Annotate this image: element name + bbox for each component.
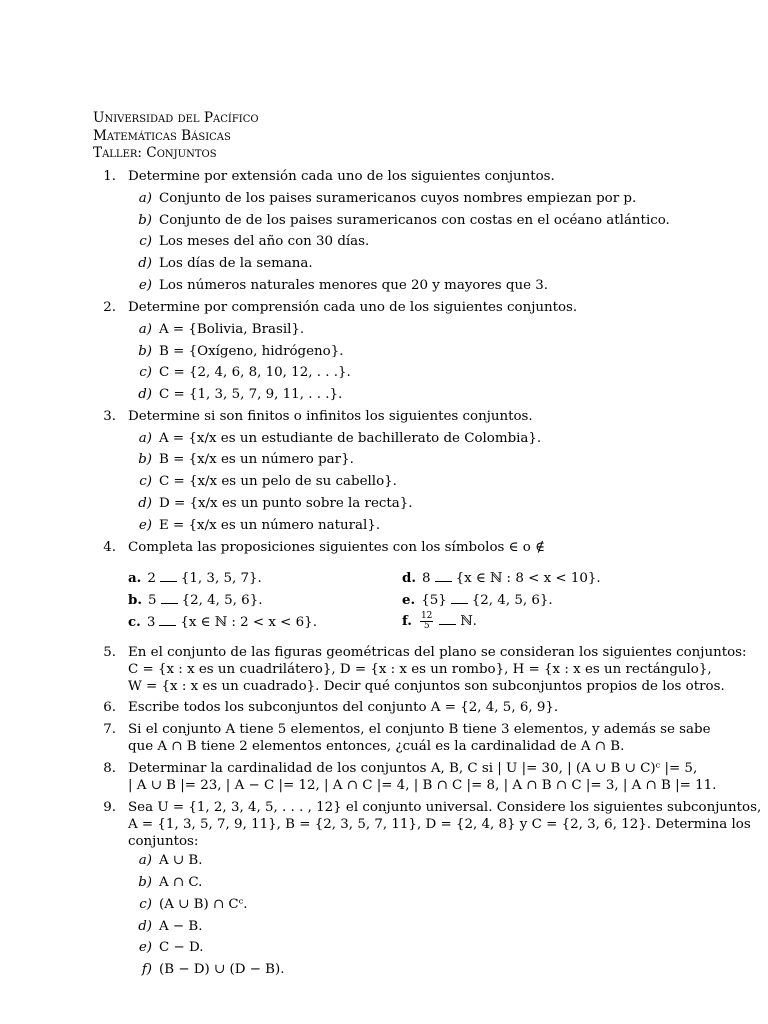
item-label: c) xyxy=(139,365,152,380)
grid-item-a: a. 2 {1, 3, 5, 7}. xyxy=(128,570,262,586)
university-name: Universidad del Pacífico xyxy=(93,110,259,126)
item-text: Los meses del año con 30 días. xyxy=(159,234,370,249)
problem-line: Sea U = {1, 2, 3, 4, 5, . . . , 12} el conjunto universal. Considere los siguientes subconjuntos, xyxy=(128,800,762,815)
item-label: c) xyxy=(139,474,152,489)
item-label: e) xyxy=(138,518,152,533)
item-text: D = {x/x es un punto sobre la recta}. xyxy=(159,496,413,511)
item-label: e) xyxy=(138,278,152,293)
problem-line: Determinar la cardinalidad de los conjuntos A, B, C si | U |= 30, | (A ∪ B ∪ C)ᶜ |= 5, xyxy=(128,761,698,776)
problem-line: W = {x : x es un cuadrado}. Decir qué conjuntos son subconjuntos propios de los otros. xyxy=(128,679,725,694)
item-text: A ∩ C. xyxy=(159,875,203,890)
problem-statement: Determine por comprensión cada uno de los siguientes conjuntos. xyxy=(128,300,578,315)
problem-line: C = {x : x es un cuadrilátero}, D = {x : x es un rombo}, H = {x : x es un rectángulo}, xyxy=(128,662,712,677)
item-text: A = {Bolivia, Brasil}. xyxy=(159,322,305,337)
item-text: A − B. xyxy=(159,919,203,934)
item-label: a) xyxy=(138,853,152,868)
item-label: e) xyxy=(138,940,152,955)
item-label: d) xyxy=(138,496,152,511)
item-label: f) xyxy=(141,962,152,977)
problem-number: 8. xyxy=(103,761,116,776)
item-label: a) xyxy=(138,322,152,337)
workshop-title: Taller: Conjuntos xyxy=(93,145,217,161)
problem-line: | A ∪ B |= 23, | A − C |= 12, | A ∩ C |= 4, | B ∩ C |= 8, | A ∩ B ∩ C |= 3, | A ∩ B |= 11. xyxy=(128,778,717,793)
item-label: c) xyxy=(139,234,152,249)
grid-item-b: b. 5 {2, 4, 5, 6}. xyxy=(128,592,263,608)
problem-number: 1. xyxy=(103,169,116,184)
item-label: b) xyxy=(138,875,152,890)
problem-number: 7. xyxy=(103,722,116,737)
answer-blank[interactable] xyxy=(435,572,452,582)
grid-item-e: e. {5} {2, 4, 5, 6}. xyxy=(402,592,553,608)
fraction: $\frac{12}{5}$ xyxy=(420,611,433,631)
item-label: b) xyxy=(138,344,152,359)
problem-number: 6. xyxy=(103,700,116,715)
answer-blank[interactable] xyxy=(161,594,178,604)
item-label: a) xyxy=(138,191,152,206)
problem-statement: Determine por extensión cada uno de los siguientes conjuntos. xyxy=(128,169,555,184)
item-text: E = {x/x es un número natural}. xyxy=(159,518,381,533)
course-name: Matemáticas Básicas xyxy=(93,127,231,144)
problem-number: 3. xyxy=(103,409,116,424)
grid-item-d: d. 8 {x ∈ ℕ : 8 < x < 10}. xyxy=(402,570,601,586)
item-text: C = {x/x es un pelo de su cabello}. xyxy=(159,474,397,489)
item-text: C = {1, 3, 5, 7, 9, 11, . . .}. xyxy=(159,387,343,402)
problem-statement: Determine si son finitos o infinitos los siguientes conjuntos. xyxy=(128,409,533,424)
item-label: c) xyxy=(139,897,152,912)
item-text: Los números naturales menores que 20 y mayores que 3. xyxy=(159,278,549,293)
item-label: d) xyxy=(138,919,152,934)
answer-blank[interactable] xyxy=(451,594,468,604)
problem-number: 9. xyxy=(103,800,116,815)
answer-blank[interactable] xyxy=(159,616,176,626)
problem-line: conjuntos: xyxy=(128,834,199,849)
item-label: a) xyxy=(138,431,152,446)
answer-blank[interactable] xyxy=(439,615,456,625)
item-text: B = {x/x es un número par}. xyxy=(159,452,354,467)
document-header xyxy=(93,110,259,163)
item-text: Conjunto de de los paises suramericanos con costas en el océano atlántico. xyxy=(159,213,670,228)
problem-statement: Escribe todos los subconjuntos del conjunto A = {2, 4, 5, 6, 9}. xyxy=(128,700,559,715)
item-text: C − D. xyxy=(159,940,204,955)
item-text: (A ∪ B) ∩ Cᶜ. xyxy=(159,897,248,912)
item-text: B = {Oxígeno, hidrógeno}. xyxy=(159,344,344,359)
item-text: A ∪ B. xyxy=(159,853,203,868)
item-label: b) xyxy=(138,452,152,467)
item-label: b) xyxy=(138,213,152,228)
problem-statement: Completa las proposiciones siguientes con los símbolos ∈ o ∉ xyxy=(128,540,546,555)
item-text: A = {x/x es un estudiante de bachillerato de Colombia}. xyxy=(159,431,542,446)
grid-item-f: f. $\frac{12}{5}$ ℕ. xyxy=(402,611,477,631)
problem-number: 4. xyxy=(103,540,116,555)
problem-line: A = {1, 3, 5, 7, 9, 11}, B = {2, 3, 5, 7, 11}, D = {2, 4, 8} y C = {2, 3, 6, 12}. Determina los xyxy=(128,817,751,832)
problem-number: 5. xyxy=(103,645,116,660)
item-text: Los días de la semana. xyxy=(159,256,313,271)
item-text: Conjunto de los paises suramericanos cuyos nombres empiezan por p. xyxy=(159,191,637,206)
problem-line: que A ∩ B tiene 2 elementos entonces, ¿cuál es la cardinalidad de A ∩ B. xyxy=(128,739,625,754)
item-label: d) xyxy=(138,256,152,271)
problem-number: 2. xyxy=(103,300,116,315)
item-text: (B − D) ∪ (D − B). xyxy=(159,962,285,977)
problem-line: Si el conjunto A tiene 5 elementos, el conjunto B tiene 3 elementos, y además se sabe xyxy=(128,722,711,737)
problem-line: En el conjunto de las figuras geométricas del plano se consideran los siguientes conjuntos: xyxy=(128,645,747,660)
grid-item-c: c. 3 {x ∈ ℕ : 2 < x < 6}. xyxy=(128,614,317,630)
item-label: d) xyxy=(138,387,152,402)
item-text: C = {2, 4, 6, 8, 10, 12, . . .}. xyxy=(159,365,351,380)
answer-blank[interactable] xyxy=(160,572,177,582)
